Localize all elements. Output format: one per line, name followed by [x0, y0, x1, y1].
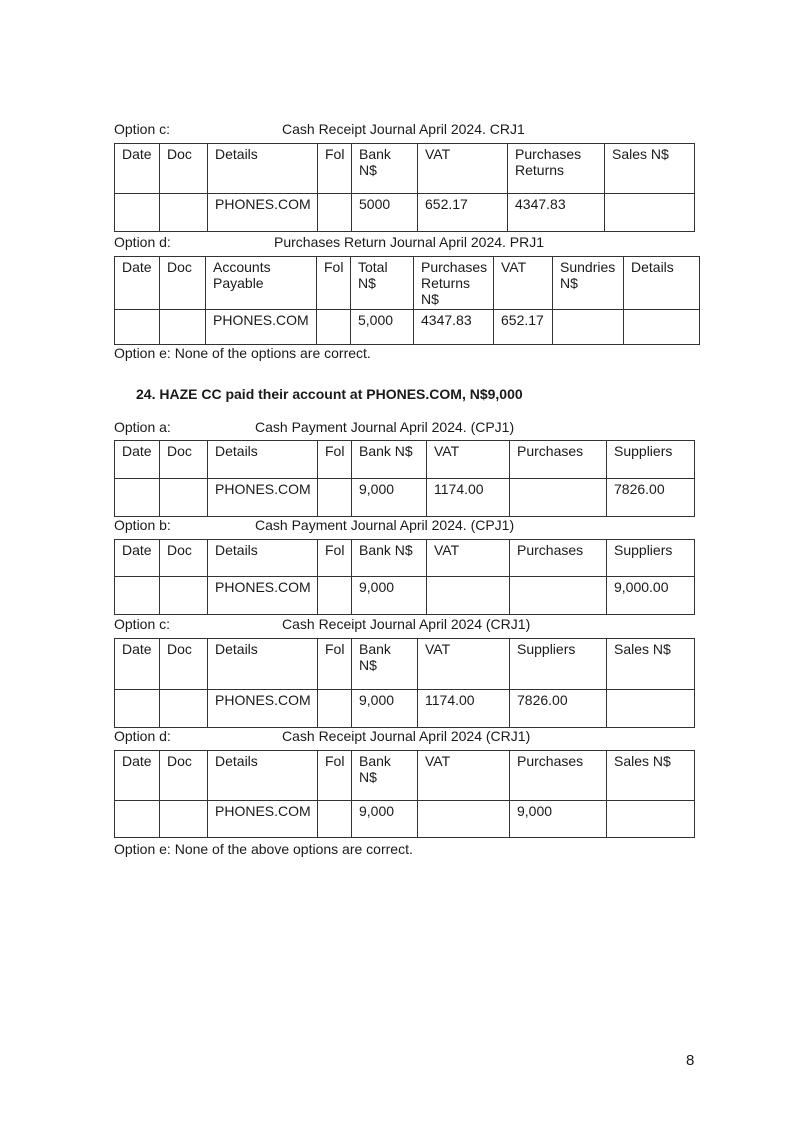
cell	[418, 801, 510, 838]
header-cell: Purchases	[510, 441, 607, 479]
cell	[510, 479, 607, 517]
header-cell: Fol	[318, 144, 352, 194]
option-label: Option a:	[114, 419, 171, 435]
cell: 1174.00	[418, 690, 510, 728]
cell: 9,000	[510, 801, 607, 838]
header-cell: Doc	[160, 441, 208, 479]
header-cell: VAT	[494, 257, 553, 310]
header-row	[115, 751, 695, 801]
header-cell: Bank N$	[352, 144, 418, 194]
cell	[160, 690, 208, 728]
header-cell: Fol	[318, 639, 352, 690]
cell	[553, 310, 624, 345]
table-row	[115, 577, 695, 615]
cell	[160, 194, 208, 232]
header-row	[115, 441, 695, 479]
option-label: Option c:	[114, 121, 171, 137]
header-cell: VAT	[427, 540, 510, 577]
journal-title: Cash Receipt Journal April 2024. CRJ1	[282, 121, 525, 137]
journal-title: Cash Receipt Journal April 2024 (CRJ1)	[282, 728, 531, 744]
header-cell: Purchases Returns	[508, 144, 605, 194]
header-cell: Sales N$	[605, 144, 695, 194]
cell: PHONES.COM	[208, 690, 318, 728]
header-cell: Date	[115, 441, 160, 479]
journal-title: Cash Receipt Journal April 2024 (CRJ1)	[282, 616, 531, 632]
header-cell: Fol	[317, 257, 351, 310]
journal-table	[114, 638, 695, 728]
header-cell: Bank N$	[352, 441, 427, 479]
header-cell: Fol	[318, 540, 352, 577]
header-cell: Details	[208, 639, 318, 690]
header-cell: Doc	[160, 540, 208, 577]
cell	[115, 801, 160, 838]
header-cell: Purchases	[510, 751, 607, 801]
option-e-note: Option e: None of the above options are correct.	[114, 841, 413, 857]
journal-title: Purchases Return Journal April 2024. PRJ1	[274, 234, 545, 250]
header-row	[115, 540, 695, 577]
page-number: 8	[686, 1052, 695, 1069]
header-cell: Doc	[160, 751, 208, 801]
journal-title: Cash Payment Journal April 2024. (CPJ1)	[255, 419, 515, 435]
question-heading: 24. HAZE CC paid their account at PHONES.COM, N$9,000	[136, 386, 523, 402]
cell: PHONES.COM	[208, 577, 318, 615]
table-row	[115, 194, 695, 232]
journal-table	[114, 440, 695, 517]
cell	[115, 577, 160, 615]
header-cell: Sundries N$	[553, 257, 624, 310]
header-cell: VAT	[427, 441, 510, 479]
header-row	[115, 639, 695, 690]
table-row	[115, 690, 695, 728]
header-cell: Date	[115, 751, 160, 801]
header-cell: Total N$	[351, 257, 414, 310]
header-cell: Bank N$	[352, 751, 418, 801]
cell	[318, 577, 352, 615]
cell: 4347.83	[508, 194, 605, 232]
header-cell: Fol	[318, 751, 352, 801]
header-cell: Doc	[160, 639, 208, 690]
header-cell: Details	[208, 540, 318, 577]
header-cell: Bank N$	[352, 540, 427, 577]
cell: 7826.00	[607, 479, 695, 517]
cell	[160, 577, 208, 615]
cell: PHONES.COM	[208, 479, 318, 517]
header-cell: Doc	[160, 257, 206, 310]
header-cell: Fol	[318, 441, 352, 479]
header-cell: Date	[115, 540, 160, 577]
header-cell: VAT	[418, 144, 508, 194]
header-cell: Date	[115, 639, 160, 690]
header-row	[115, 257, 700, 310]
cell: 9,000.00	[607, 577, 695, 615]
cell	[160, 479, 208, 517]
table-row	[115, 310, 700, 345]
header-cell: Doc	[160, 144, 208, 194]
cell	[510, 577, 607, 615]
cell	[607, 801, 695, 838]
cell: 5,000	[351, 310, 414, 345]
cell: 652.17	[418, 194, 508, 232]
journal-table	[114, 750, 695, 838]
header-cell: Date	[115, 257, 160, 310]
cell	[160, 801, 208, 838]
cell	[160, 310, 206, 345]
cell	[115, 690, 160, 728]
header-cell: Date	[115, 144, 160, 194]
cell	[318, 479, 352, 517]
header-cell: Details	[208, 441, 318, 479]
header-cell: Details	[208, 144, 318, 194]
header-cell: VAT	[418, 751, 510, 801]
cell	[607, 690, 695, 728]
header-cell: Suppliers	[607, 441, 695, 479]
cell: PHONES.COM	[206, 310, 317, 345]
cell	[318, 194, 352, 232]
cell: 7826.00	[510, 690, 607, 728]
header-cell: Bank N$	[352, 639, 418, 690]
cell: 652.17	[494, 310, 553, 345]
header-cell: Accounts Payable	[206, 257, 317, 310]
cell: 9,000	[352, 577, 427, 615]
cell	[624, 310, 700, 345]
cell	[115, 194, 160, 232]
cell: 1174.00	[427, 479, 510, 517]
cell: 4347.83	[414, 310, 494, 345]
cell: 9,000	[352, 690, 418, 728]
header-cell: Details	[624, 257, 700, 310]
option-label: Option b:	[114, 517, 171, 533]
header-cell: Purchases	[510, 540, 607, 577]
journal-title: Cash Payment Journal April 2024. (CPJ1)	[255, 517, 515, 533]
header-cell: Purchases Returns N$	[414, 257, 494, 310]
journal-table	[114, 539, 695, 615]
header-cell: Suppliers	[510, 639, 607, 690]
journal-table	[114, 143, 695, 232]
journal-table	[114, 256, 700, 345]
table-row	[115, 479, 695, 517]
cell: 5000	[352, 194, 418, 232]
cell	[115, 310, 160, 345]
header-cell: Suppliers	[607, 540, 695, 577]
header-cell: VAT	[418, 639, 510, 690]
header-cell: Details	[208, 751, 318, 801]
header-cell: Sales N$	[607, 639, 695, 690]
header-row	[115, 144, 695, 194]
option-label: Option d:	[114, 728, 171, 744]
cell	[115, 479, 160, 517]
cell	[427, 577, 510, 615]
cell: PHONES.COM	[208, 194, 318, 232]
cell: 9,000	[352, 479, 427, 517]
option-label: Option d:	[114, 234, 171, 250]
cell: PHONES.COM	[208, 801, 318, 838]
cell	[318, 690, 352, 728]
cell	[318, 801, 352, 838]
header-cell: Sales N$	[607, 751, 695, 801]
option-label: Option c:	[114, 616, 171, 632]
table-row	[115, 801, 695, 838]
cell	[317, 310, 351, 345]
option-e-note: Option e: None of the options are correct.	[114, 345, 371, 361]
cell	[605, 194, 695, 232]
cell: 9,000	[352, 801, 418, 838]
